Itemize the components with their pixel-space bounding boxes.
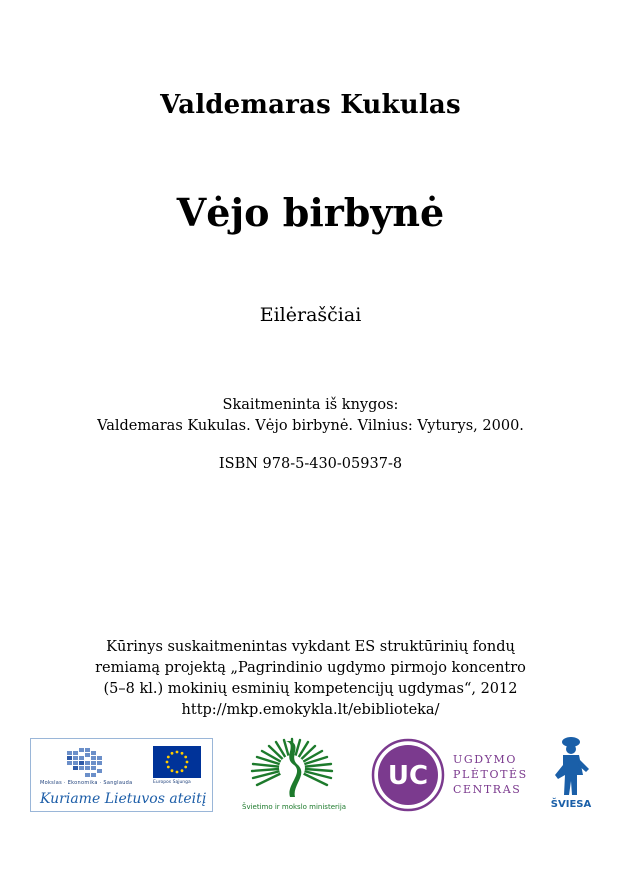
upc-mark: UC [387,761,429,791]
source-info [0,395,621,437]
upc-line-2: PLĖTOTĖS [453,768,528,781]
book-title: Vėjo birbynė [176,190,445,235]
es-pixel-map-icon [63,745,133,785]
sviesa-figure-icon [549,735,593,797]
eu-flag-icon [153,746,201,778]
upc-line-1: UGDYMO [453,753,518,766]
isbn: ISBN 978-5-430-05937-8 [218,456,403,472]
upc-line-3: CENTRAS [453,783,522,796]
project-url[interactable]: http://mkp.emokykla.lt/ebiblioteka/ [181,702,440,718]
project-line-3: (5–8 kl.) mokinių esminių kompetencijų ugdymas“, 2012 [103,681,518,697]
project-line-2: remiamą projektą „Pagrindinio ugdymo pirmojo koncentro [95,660,526,676]
project-line-1: Kūrinys suskaitmenintas vykdant ES struktūrinių fondų [106,639,515,655]
eu-caption: Europos Sąjunga [153,780,191,785]
book-genre: Eilėraščiai [259,304,362,326]
es-funds-logo [30,738,213,812]
ministry-label: Švietimo ir mokslo ministerija [242,803,347,811]
author-name: Valdemaras Kukulas [160,90,461,120]
source-label: Skaitmeninta iš knygos: [222,397,399,413]
source-citation: Valdemaras Kukulas. Vėjo birbynė. Vilnius: Vyturys, 2000. [97,418,524,434]
logo-strip [0,735,621,815]
project-note [0,637,621,721]
upc-emblem-icon [371,738,445,812]
es-fund-caption: Mokslas · Ekonomika · Sanglauda [40,780,133,786]
es-motto: Kuriame Lietuvos ateitį [40,791,207,807]
ministry-emblem-icon [242,735,342,801]
publisher-label: ŠVIESA [550,799,592,810]
upc-name [453,752,528,797]
